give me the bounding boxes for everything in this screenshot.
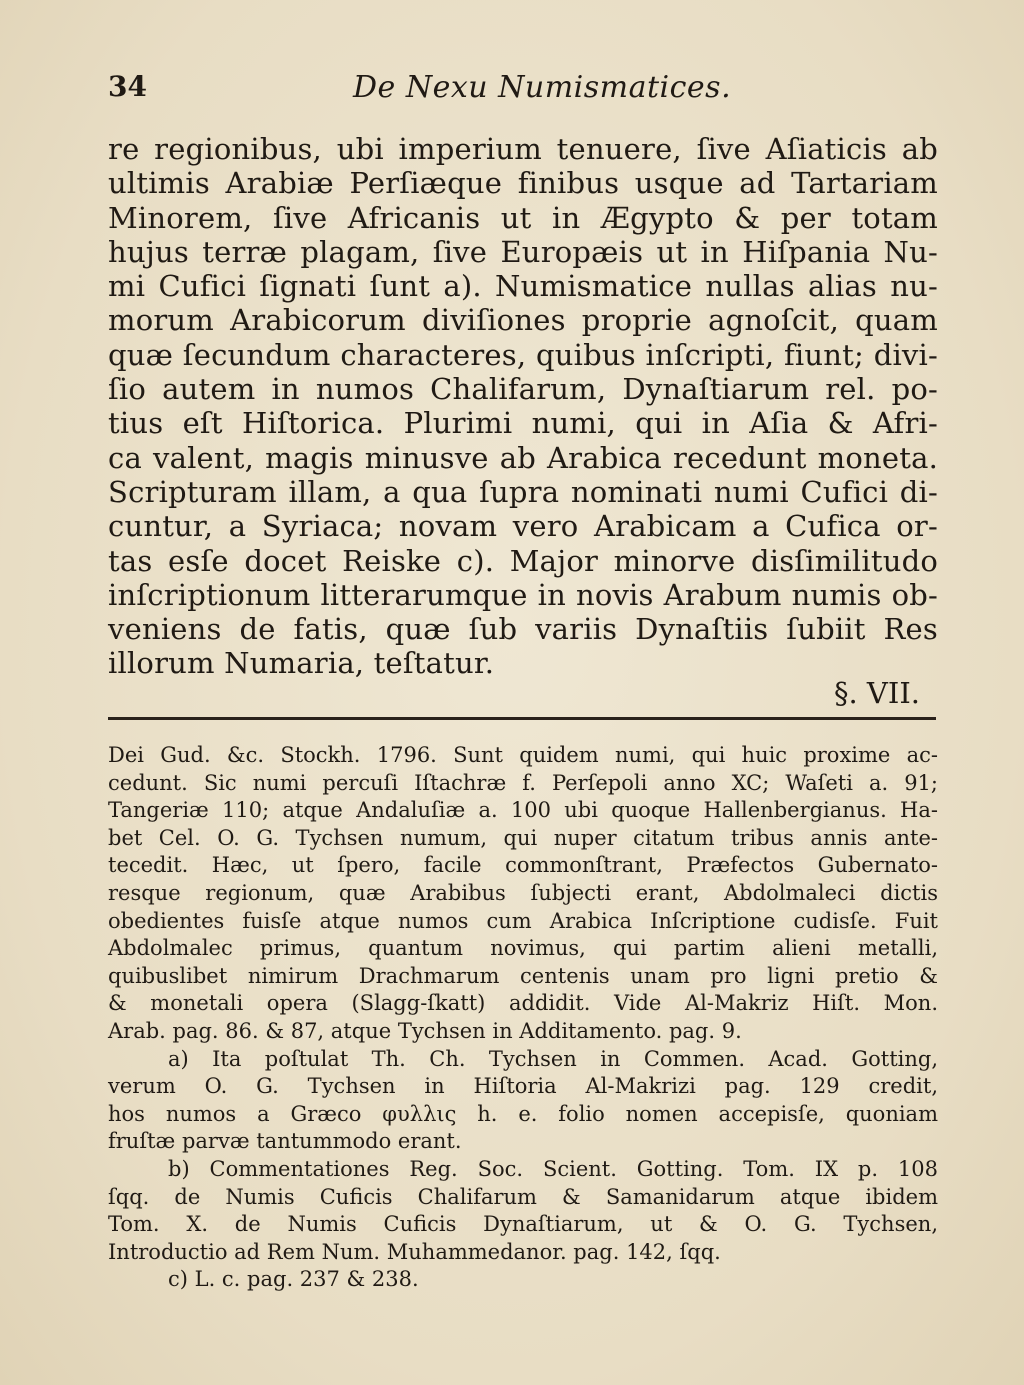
text-line: quæ ſecundum characteres, quibus inſcripti, fiunt; divi-	[108, 337, 938, 372]
footnote-line: a) Ita poſtulat Th. Ch. Tychsen in Commen. Acad. Gotting,	[168, 1046, 938, 1071]
text-line: Minorem, ſive Africanis ut in Ægypto & per totam	[108, 200, 938, 235]
running-title: De Nexu Numismatices.	[353, 70, 732, 105]
footnote-line: obedientes fuisſe atque numos cum Arabica Inſcriptione cudisſe. Fuit	[108, 908, 938, 933]
page-number: 34	[108, 70, 147, 103]
footnote-line: Introductio ad Rem Num. Muhammedanor. pag. 142, ſqq.	[108, 1239, 721, 1264]
footnote-line: tecedit. Hæc, ut ſpero, facile commonſtrant, Præfectos Gubernato-	[108, 853, 938, 878]
text-line: tius eſt Hiſtorica. Plurimi numi, qui in Aſia & Afri-	[108, 406, 938, 441]
text-line: inſcriptionum litterarumque in novis Arabum numis ob-	[108, 577, 938, 612]
footnote-line: Tangeriæ 110; atque Andaluſiæ a. 100 ubi quoque Hallenbergianus. Ha-	[108, 798, 938, 823]
text-line: ca valent, magis minusve ab Arabica recedunt moneta.	[108, 440, 938, 475]
footnote-line: fruſtæ parvæ tantummodo erant.	[108, 1129, 462, 1154]
page-header	[108, 70, 938, 110]
footnote-line: ſqq. de Numis Cuficis Chalifarum & Samanidarum atque ibidem	[108, 1184, 938, 1209]
footnote-line: Tom. X. de Numis Cuficis Dynaſtiarum, ut & O. G. Tychsen,	[108, 1212, 938, 1237]
footnote-line: Dei Gud. &c. Stockh. 1796. Sunt quidem numi, qui huic proxime ac-	[108, 743, 938, 767]
text-line: hujus terræ plagam, ſive Europæis ut in Hiſpania Nu-	[108, 234, 938, 269]
text-line: re regionibus, ubi imperium tenuere, ſive Aſiaticis ab	[108, 132, 938, 166]
text-line: illorum Numaria, teſtatur.	[108, 646, 495, 681]
footnote-line: b) Commentationes Reg. Soc. Scient. Gotting. Tom. IX p. 108	[168, 1156, 938, 1181]
footnote-line: resque regionum, quæ Arabibus ſubjecti erant, Abdolmaleci dictis	[108, 880, 938, 905]
text-line: mi Cufici ſignati ſunt a). Numismatice nullas alias nu-	[108, 269, 938, 304]
text-line: Scripturam illam, a qua ſupra nominati numi Cufici di-	[108, 474, 938, 509]
footnote-rule	[108, 717, 936, 720]
footnote-line: bet Cel. O. G. Tychsen numum, qui nuper citatum tribus annis ante-	[108, 825, 938, 850]
text-line: cuntur, a Syriaca; novam vero Arabicam a Cufica or-	[108, 509, 938, 544]
footnote-line: verum O. G. Tychsen in Hiſtoria Al-Makrizi pag. 129 credit,	[108, 1074, 938, 1099]
footnote-line: & monetali opera (Slagg-ſkatt) addidit. Vide Al-Makriz Hiſt. Mon.	[108, 991, 938, 1016]
text-line: ſio autem in numos Chalifarum, Dynaſtiarum rel. po-	[108, 372, 938, 407]
footnote-line: c) L. c. pag. 237 & 238.	[168, 1267, 419, 1292]
footnote-line: quibuslibet nimirum Drachmarum centenis unam pro ligni pretio &	[108, 963, 938, 988]
footnotes	[108, 742, 938, 1294]
footnote-line: Abdolmalec primus, quantum novimus, qui partim alieni metalli,	[108, 936, 938, 961]
text-line: ultimis Arabiæ Perſiæque finibus usque ad Tartariam	[108, 166, 938, 201]
footnote-line: hos numos a Græco φυλλις h. e. folio nomen accepisſe, quoniam	[108, 1101, 938, 1126]
text-line: veniens de fatis, quæ ſub variis Dynaſtiis ſubiit Res	[108, 612, 938, 647]
main-text	[108, 132, 938, 681]
footnote-line: cedunt. Sic numi percuſi Iſtachræ f. Perſepoli anno XC; Waſeti a. 91;	[108, 770, 938, 795]
text-line: morum Arabicorum diviſiones proprie agnoſcit, quam	[108, 303, 938, 338]
section-heading: §. VII.	[834, 676, 921, 710]
footnote-line: Arab. pag. 86. & 87, atque Tychsen in Additamento. pag. 9.	[108, 1018, 742, 1043]
text-line: tas esſe docet Reiske c). Major minorve disſimilitudo	[108, 543, 938, 578]
